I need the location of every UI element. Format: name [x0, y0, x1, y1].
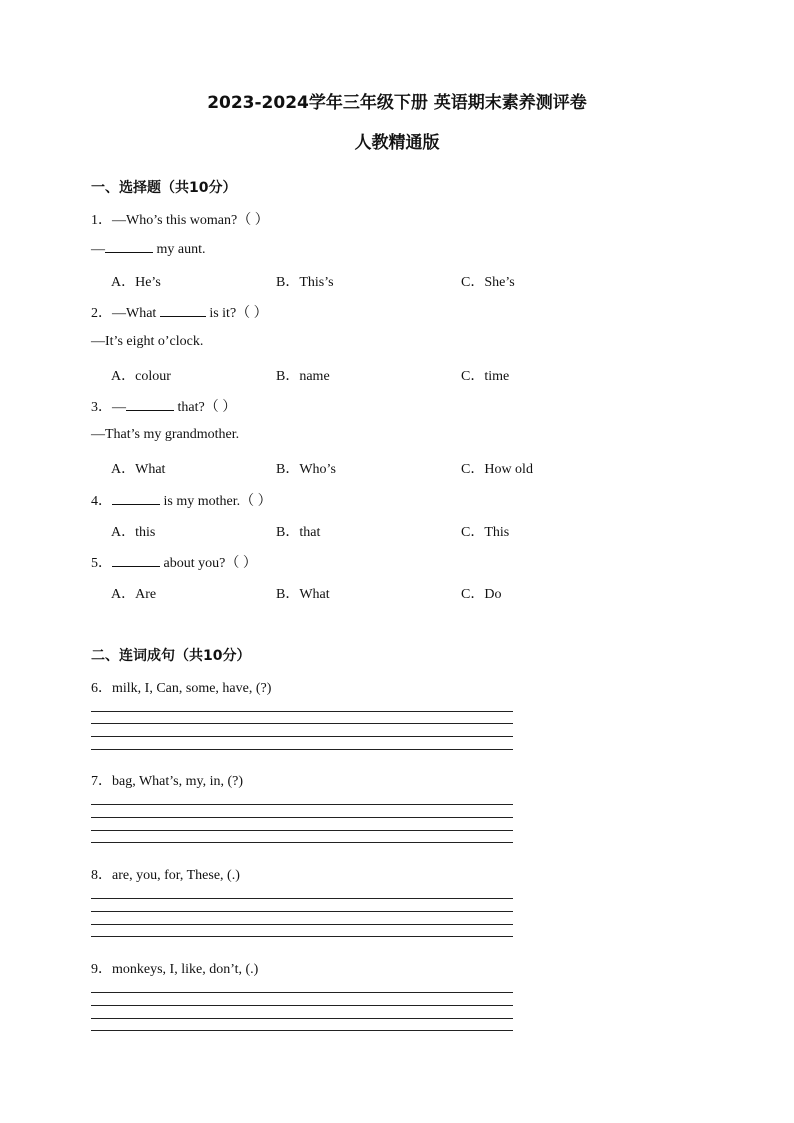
section-heading: 二、连词成句（共10分）: [91, 648, 251, 664]
option-c[interactable]: C．This: [461, 525, 510, 540]
question-text: [91, 490, 272, 510]
question-text-part: is my mother.（ ）: [160, 494, 272, 509]
option-a[interactable]: A．colour: [111, 369, 171, 384]
option-b[interactable]: B．that: [276, 525, 321, 540]
option-c[interactable]: C．Do: [461, 587, 502, 602]
question-text: [91, 240, 206, 258]
option-a[interactable]: A．this: [111, 525, 156, 540]
writing-line[interactable]: [91, 911, 513, 912]
answer-blank[interactable]: [105, 240, 153, 253]
question-text-part: 3．—: [91, 400, 126, 415]
writing-line[interactable]: [91, 749, 513, 750]
option-a[interactable]: A．Are: [111, 587, 157, 602]
writing-line[interactable]: [91, 1005, 513, 1006]
section-heading: 一、选择题（共10分）: [91, 180, 237, 196]
writing-line[interactable]: [91, 1018, 513, 1019]
writing-line[interactable]: [91, 936, 513, 937]
question-text-part: about you?（ ）: [160, 556, 257, 571]
question-text-part: that?（ ）: [174, 400, 237, 415]
option-c[interactable]: C．How old: [461, 462, 533, 477]
question-text-part: 5．: [91, 556, 112, 571]
writing-line[interactable]: [91, 842, 513, 843]
question-text: —That’s my grandmother.: [91, 427, 240, 442]
writing-line[interactable]: [91, 924, 513, 925]
question-text-part: 4．: [91, 494, 112, 509]
writing-line[interactable]: [91, 736, 513, 737]
question-text: [91, 552, 257, 572]
question-text: 6．milk, I, Can, some, have, (?): [91, 681, 272, 696]
writing-line[interactable]: [91, 723, 513, 724]
exam-subtitle: 人教精通版: [354, 133, 440, 153]
question-text-part: —: [91, 242, 105, 257]
option-b[interactable]: B．name: [276, 369, 330, 384]
writing-line[interactable]: [91, 898, 513, 899]
option-c[interactable]: C．time: [461, 369, 510, 384]
writing-line[interactable]: [91, 817, 513, 818]
answer-blank[interactable]: [112, 492, 160, 505]
writing-line[interactable]: [91, 830, 513, 831]
question-text: [91, 302, 268, 322]
question-text: 1．—Who’s this woman?（ ）: [91, 213, 269, 228]
question-text: 7．bag, What’s, my, in, (?): [91, 774, 244, 789]
option-b[interactable]: B．This’s: [276, 275, 334, 290]
writing-line[interactable]: [91, 711, 513, 712]
option-a[interactable]: A．He’s: [111, 275, 161, 290]
question-text-part: is it?（ ）: [205, 306, 268, 321]
option-a[interactable]: A．What: [111, 462, 166, 477]
question-text: —It’s eight o’clock.: [91, 334, 204, 349]
option-b[interactable]: B．What: [276, 587, 330, 602]
answer-blank[interactable]: [126, 398, 174, 411]
writing-line[interactable]: [91, 804, 513, 805]
exam-title: 2023-2024学年三年级下册 英语期末素养测评卷: [207, 93, 587, 113]
option-b[interactable]: B．Who’s: [276, 462, 336, 477]
question-text: 9．monkeys, I, like, don’t, (.): [91, 962, 259, 977]
writing-line[interactable]: [91, 992, 513, 993]
option-c[interactable]: C．She’s: [461, 275, 515, 290]
writing-line[interactable]: [91, 1030, 513, 1031]
question-text: 8．are, you, for, These, (.): [91, 868, 240, 883]
answer-blank[interactable]: [112, 554, 160, 567]
question-text: [91, 396, 236, 416]
answer-blank[interactable]: [160, 304, 206, 317]
question-text-part: 2．—What: [91, 306, 160, 321]
question-text-part: my aunt.: [153, 242, 206, 257]
